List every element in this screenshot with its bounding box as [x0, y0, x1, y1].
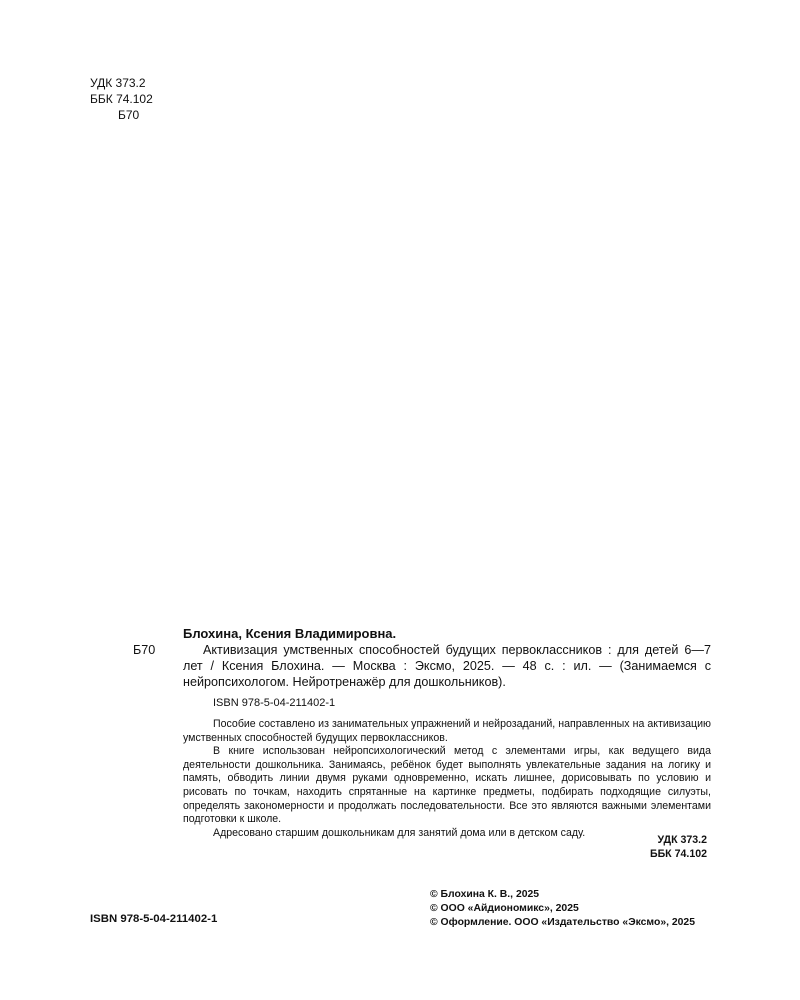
udk-code-bottom: УДК 373.2	[657, 834, 707, 846]
cutter-code: Б70	[118, 108, 140, 122]
biblio-cutter-mark: Б70	[133, 643, 156, 657]
bbk-code-bottom: ББК 74.102	[649, 848, 707, 860]
annotation-paragraph: В книге использован нейропсихологический метод с элементами игры, как ведущего вида деятельности дошкольника. Занимаясь, ребёнок будет выполнять увлекательные задания на логику и память, обводить линии двумя руками одновременно, искать лишнее, дорисовывать по условию и рисовать по точкам, находить спрятанные на картинке предметы, подбирать подходящие силуэты, определять закономерности и продолжать последовательности. Все это являются важными элементами подготовки к школе.	[183, 745, 711, 826]
copyright-line: © Оформление. ООО «Издательство «Эксмо», 2025	[430, 917, 695, 928]
bbk-code: ББК 74.102	[90, 92, 153, 106]
classification-top	[90, 75, 153, 123]
annotation	[183, 718, 711, 840]
annotation-paragraph: Адресовано старшим дошкольникам для занятий дома или в детском саду.	[213, 826, 586, 839]
copyright-block	[430, 888, 695, 930]
author-heading: Блохина, Ксения Владимировна.	[183, 626, 397, 641]
annotation-paragraph: Пособие составлено из занимательных упражнений и нейрозаданий, направленных на активизацию умственных способностей будущих первоклассников.	[183, 718, 711, 744]
classification-bottom	[650, 833, 707, 861]
bibliographic-record	[183, 626, 711, 690]
copyright-line: © ООО «Айдиономикс», 2025	[430, 903, 579, 914]
biblio-isbn: ISBN 978-5-04-211402-1	[213, 697, 336, 709]
isbn-bottom: ISBN 978-5-04-211402-1	[90, 913, 218, 925]
copyright-line: © Блохина К. В., 2025	[430, 889, 540, 900]
bibliographic-description: Активизация умственных способностей будущих первоклассников : для детей 6—7 лет / Ксения Блохина. — Москва : Эксмо, 2025. — 48 с. : ил. — (Занимаемся с нейропсихологом. Нейротренажёр для дошкольников).	[183, 643, 711, 689]
udk-code: УДК 373.2	[90, 76, 146, 90]
